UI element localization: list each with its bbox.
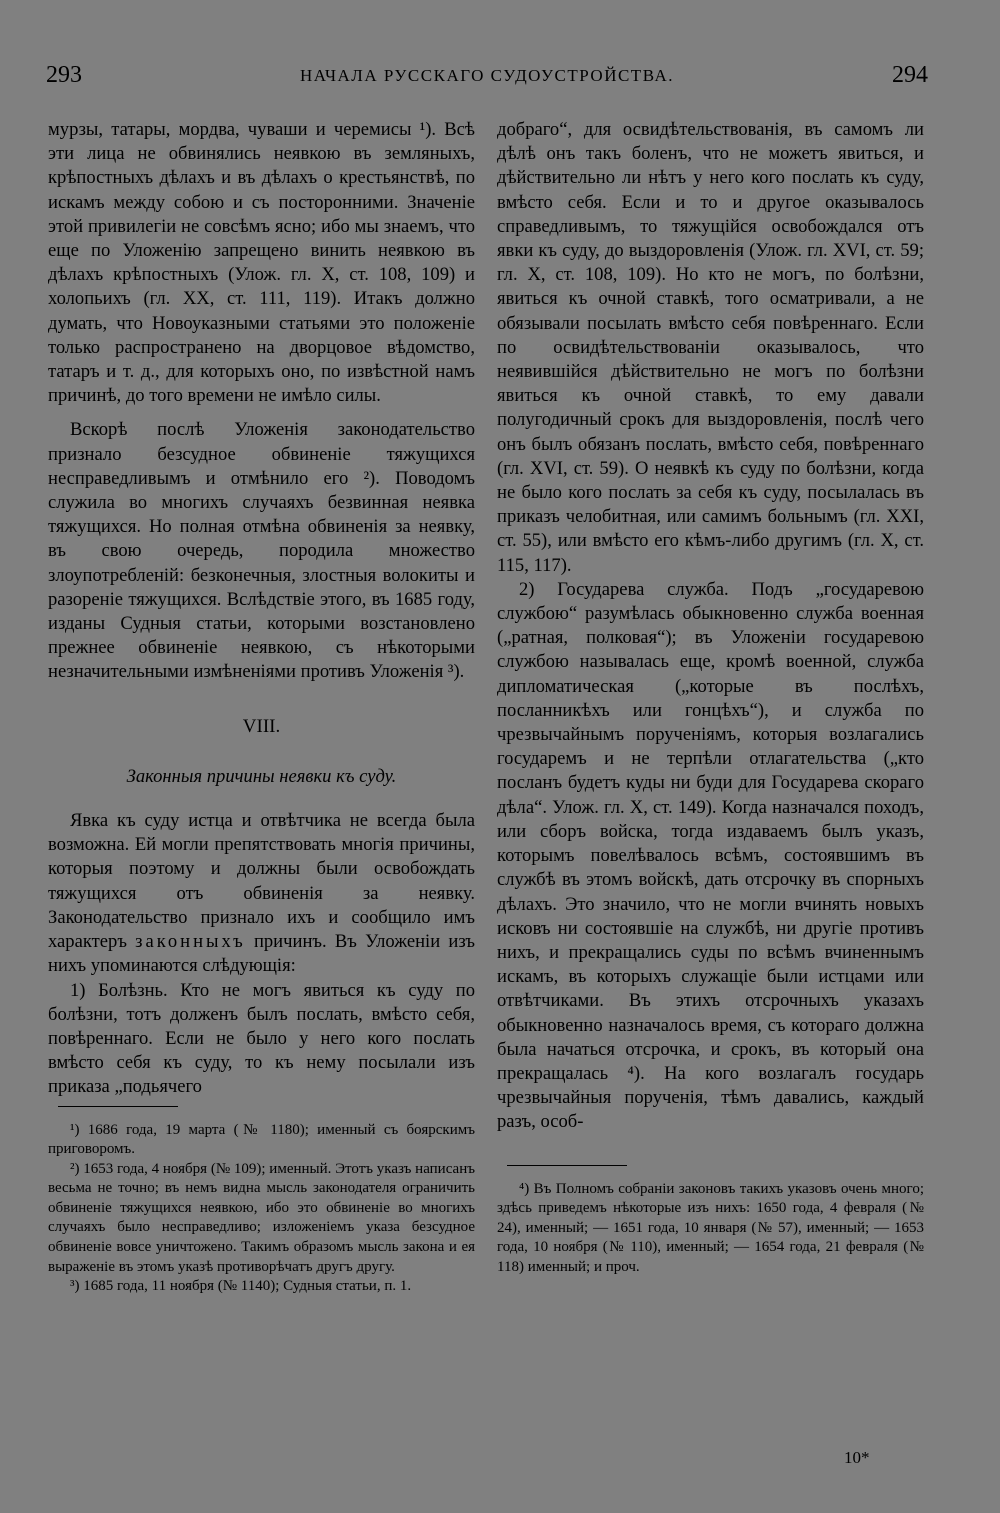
right-paragraph-2: 2) Государева служба. Подъ „государевою службою“ разумѣлась обыкновенно служба военная („ратная, полковая“); въ Уложеніи государевою службою называлась еще, кромѣ военной, служба дипломатическая („которые въ послѣхъ, посланникѣхъ или гонцѣхъ“), и служба по чрезвычайнымъ порученіямъ, которыя возлагались государемъ и не терпѣли отлагательства („кто посланъ будетъ куды ни буди для Государева скораго дѣла“. Улож. гл. X, ст. 149). Когда назначался походъ, или сборъ войска, тогда издаваемъ былъ указъ, которымъ повелѣвалось всѣмъ, состоявшимъ въ службѣ въ этомъ войскѣ, дать отсрочку въ спорныхъ дѣлахъ. Это значило, что не могли вчинять новыхъ исковъ ни состоявшіе на службѣ, ни другіе противъ нихъ, и прекращались суды по всѣмъ вчиненнымъ искамъ, въ которыхъ служащіе были истцами или отвѣтчиками. Въ этихъ отсрочныхъ указахъ обыкновенно назначалось время, съ котораго должна была начаться отсрочка, и срокъ, въ который она прекращалась ⁴). На кого возлагалъ государь чрезвычайныя порученія, тѣмъ давались, каждый разъ, особ- [497, 578, 924, 1133]
section-number: VIII. [242, 715, 281, 737]
left-paragraph-3 [48, 809, 475, 978]
left-paragraph-4: 1) Болѣзнь. Кто не могъ явиться къ суду по болѣзни, тотъ долженъ былъ послать, вмѣсто себя, повѣреннаго. Если не было у него кого послать вмѣсто себя къ суду, то къ нему посылали изъ приказа „подьячего [48, 979, 475, 1098]
left-footnotes [48, 1121, 475, 1297]
running-title: НАЧАЛА РУССКАГО СУДОУСТРОЙСТВА. [300, 66, 674, 85]
left-paragraph-3-start: Явка къ суду истца и отвѣтчика не всегда была возможна. Ей могли препятствовать многія причины, которыя поэтому и должны были освобождать тяжущихся отъ обвиненія за неявку. Законодательство признало ихъ и сообщило имъ характеръ [48, 810, 475, 953]
footnote-3: ³) 1685 года, 11 ноября (№ 1140); Судныя статьи, п. 1. [70, 1278, 412, 1295]
section-title: Законныя причины неявки къ суду. [126, 765, 397, 787]
page-number-left: 293 [46, 62, 82, 88]
spaced-emphasis: законныхъ [135, 931, 246, 953]
footnote-4: ⁴) Въ Полномъ собраніи законовъ такихъ указовъ очень много; здѣсь приведемъ нѣкоторые изъ нихъ: 1650 года, 4 февраля (№ 24), именный; — 1651 года, 10 января (№ 57), именный; — 1653 года, 10 ноября (№ 110), именный; — 1654 года, 21 февраля (№ 118) именный; и проч. [497, 1180, 924, 1275]
left-paragraph-2: Вскорѣ послѣ Уложенія законодательство признало безсудное обвиненіе тяжущихся несправедливымъ и отмѣнило его ²). Поводомъ служила во многихъ случаяхъ безвинная неявка тяжущихся. Но полная отмѣна обвиненія за неявку, въ свою очередь, породила множество злоупотребленій: безконечныя, злостныя волокиты и разореніе тяжущихся. Вслѣдствіе этого, въ 1685 году, изданы Судныя статьи, которыми возстановлено прежнее обвиненіе неявкою, съ нѣкоторыми незначительными измѣненіями противъ Уложенія ³). [48, 419, 475, 683]
footnote-2: ²) 1653 года, 4 ноября (№ 109); именный. Этотъ указъ написанъ весьма не точно; въ немъ видна мысль законодателя ограничить обвиненіе тяжущихся неявкою, ибо это обвиненіе во многихъ случаяхъ было несправедливо; изложеніемъ указа безсудное обвиненіе вовсе уничтожено. Такимъ образомъ мысль закона и ея выраженіе въ этомъ указѣ противорѣчатъ другъ другу. [48, 1160, 475, 1275]
footnote-divider [507, 1165, 627, 1166]
right-footnotes [497, 1180, 924, 1278]
left-paragraph-1: мурзы, татары, мордва, чуваши и черемисы ¹). Всѣ эти лица не обвинялись неявкою въ земляныхъ, крѣпостныхъ дѣлахъ и въ дѣлахъ о крестьянствѣ, по искамъ между собою и съ посторонними. Значеніе этой привилегіи не совсѣмъ ясно; ибо мы знаемъ, что еще по Уложенію запрещено винить неявкою въ дѣлахъ крѣпостныхъ (Улож. гл. X, ст. 108, 109) и холопьихъ (гл. XX, ст. 111, 119). Итакъ должно думать, что Новоуказными статьями это положеніе только распространено на дворцовое вѣдомство, татаръ и т. д., для которыхъ оно, по извѣстной намъ причинѣ, до того времени не имѣло силы. [48, 119, 475, 407]
sheet-mark: 10* [844, 1448, 870, 1467]
right-paragraph-1: добраго“, для освидѣтельствованія, въ самомъ ли дѣлѣ онъ такъ боленъ, что не можетъ явиться, и дѣйствительно ли нѣтъ у него кого послать къ суду, вмѣсто себя. Если и то и другое оказывалось справедливымъ, то тяжущійся освобождался отъ явки къ суду, до выздоровленія (Улож. гл. XVI, ст. 59; гл. X, ст. 108, 109). Но кто не могъ, по болѣзни, явиться къ очной ставкѣ, того осматривали, а не обязывали посылать вмѣсто себя повѣреннаго. Если по освидѣтельствованіи оказывалось, что неявившійся дѣйствительно не могъ по болѣзни явиться къ очной ставкѣ, то ему давали полугодичный срокъ для выздоровленія, послѣ чего онъ былъ обязанъ послать, вмѣсто себя, повѣреннаго (гл. XVI, ст. 59). О неявкѣ къ суду по болѣзни, когда не было кого послать за себя къ суду, посылалась въ приказъ челобитная, или самимъ больнымъ (гл. XXI, ст. 55), или вмѣсто его кѣмъ-либо другимъ (гл. X, ст. 115, 117). [497, 119, 924, 576]
footnote-divider [58, 1106, 178, 1107]
left-paragraph-3-end: причинъ. Въ Уложеніи изъ нихъ упоминаются слѣдующія: [48, 931, 475, 977]
left-column [48, 118, 475, 1297]
page-number-right: 294 [892, 62, 928, 88]
right-column [497, 118, 924, 1278]
footnote-1: ¹) 1686 года, 19 марта (№ 1180); именный съ боярскимъ приговоромъ. [48, 1121, 475, 1158]
running-header [46, 62, 928, 90]
